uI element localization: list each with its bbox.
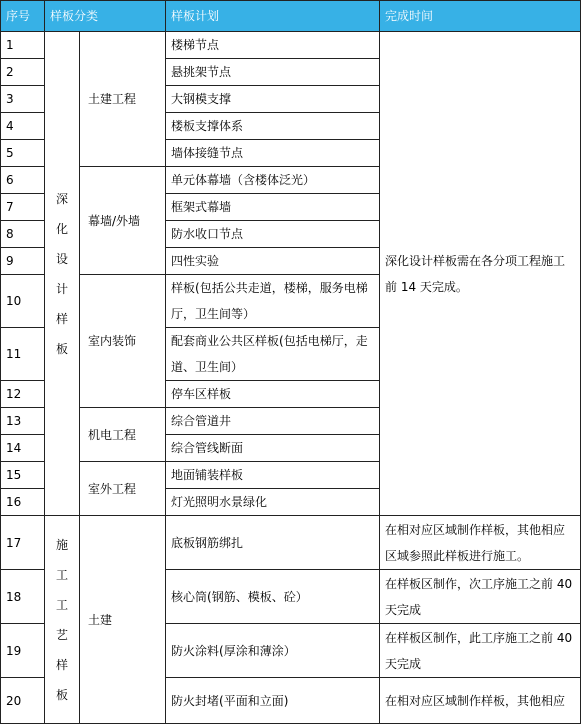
header-plan: 样板计划 — [166, 1, 380, 32]
row-no: 1 — [1, 32, 45, 59]
row-plan: 防水收口节点 — [166, 221, 380, 248]
subcat-civil2: 土建 — [80, 516, 166, 724]
row-plan: 地面铺装样板 — [166, 462, 380, 489]
group-deepening: 深 化 设 计 样 板 — [45, 32, 80, 516]
row-no: 20 — [1, 678, 45, 724]
row-plan: 综合管线断面 — [166, 435, 380, 462]
subcat-exterior: 室外工程 — [80, 462, 166, 516]
row-no: 8 — [1, 221, 45, 248]
row-no: 16 — [1, 489, 45, 516]
row-plan: 灯光照明水景绿化 — [166, 489, 380, 516]
row-no: 11 — [1, 328, 45, 381]
row-time: 在样板区制作，此工序施工之前 40 天完成 — [380, 624, 581, 678]
row-plan: 样板(包括公共走道，楼梯，服务电梯厅，卫生间等） — [166, 275, 380, 328]
row-plan: 底板钢筋绑扎 — [166, 516, 380, 570]
row-plan: 配套商业公共区样板(包括电梯厅，走道、卫生间） — [166, 328, 380, 381]
row-plan: 核心筒(钢筋、模板、砼） — [166, 570, 380, 624]
row-no: 4 — [1, 113, 45, 140]
row-no: 2 — [1, 59, 45, 86]
header-row — [1, 1, 581, 32]
row-no: 17 — [1, 516, 45, 570]
row-plan: 单元体幕墙（含楼体泛光） — [166, 167, 380, 194]
row-no: 13 — [1, 408, 45, 435]
subcat-civil: 土建工程 — [80, 32, 166, 167]
deepening-time-note: 深化设计样板需在各分项工程施工前 14 天完成。 — [380, 32, 581, 516]
row-plan: 墙体接缝节点 — [166, 140, 380, 167]
row-no: 5 — [1, 140, 45, 167]
row-time: 在相对应区域制作样板，其他相应区域参照此样板进行施工。 — [380, 516, 581, 570]
header-time: 完成时间 — [380, 1, 581, 32]
subcat-interior: 室内装饰 — [80, 275, 166, 408]
group-process: 施 工 工 艺 样 板 — [45, 516, 80, 724]
row-plan: 悬挑架节点 — [166, 59, 380, 86]
row-plan: 停车区样板 — [166, 381, 380, 408]
header-no: 序号 — [1, 1, 45, 32]
row-no: 10 — [1, 275, 45, 328]
row-no: 3 — [1, 86, 45, 113]
row-no: 9 — [1, 248, 45, 275]
row-no: 12 — [1, 381, 45, 408]
row-no: 19 — [1, 624, 45, 678]
row-plan: 四性实验 — [166, 248, 380, 275]
row-no: 7 — [1, 194, 45, 221]
row-plan: 楼板支撑体系 — [166, 113, 380, 140]
row-no: 15 — [1, 462, 45, 489]
row-no: 18 — [1, 570, 45, 624]
table-row — [1, 516, 581, 570]
row-no: 14 — [1, 435, 45, 462]
row-time: 在相对应区域制作样板，其他相应 — [380, 678, 581, 724]
subcat-mep: 机电工程 — [80, 408, 166, 462]
row-no: 6 — [1, 167, 45, 194]
table-row — [1, 32, 581, 59]
row-plan: 综合管道井 — [166, 408, 380, 435]
header-category: 样板分类 — [45, 1, 166, 32]
row-time: 在样板区制作，次工序施工之前 40 天完成 — [380, 570, 581, 624]
row-plan: 防火封堵(平面和立面) — [166, 678, 380, 724]
row-plan: 楼梯节点 — [166, 32, 380, 59]
row-plan: 大钢模支撑 — [166, 86, 380, 113]
row-plan: 防火涂料(厚涂和薄涂） — [166, 624, 380, 678]
subcat-curtain: 幕墙/外墙 — [80, 167, 166, 275]
row-plan: 框架式幕墙 — [166, 194, 380, 221]
